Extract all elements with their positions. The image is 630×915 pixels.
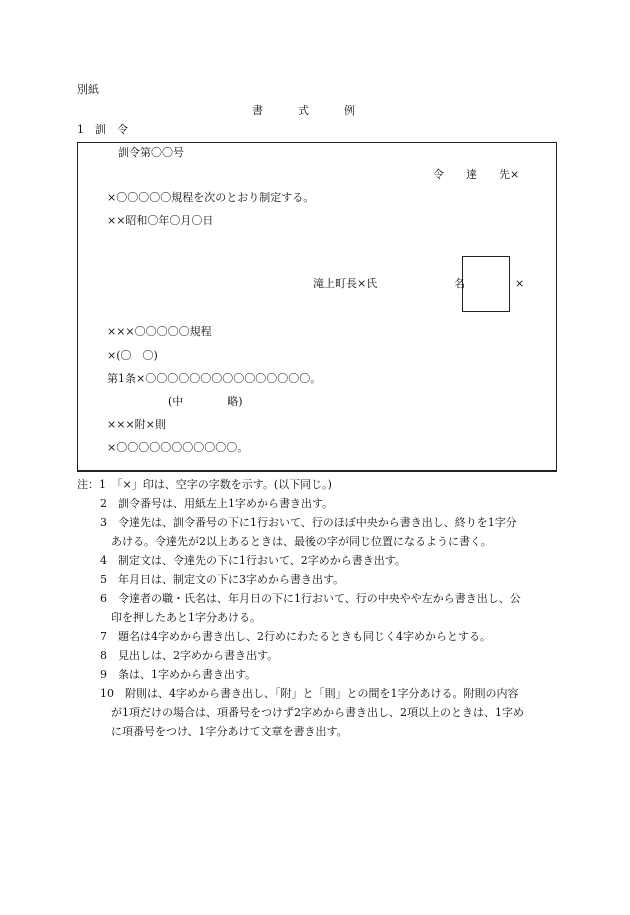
seal-space-mark: ×: [515, 277, 525, 290]
note-line: 7 題名は4字めから書き出し、2行めにわたるときも同じく4字めからとする。: [100, 630, 491, 643]
note-line: 注：1 「×」印は、空字の字数を示す。(以下同じ。): [77, 478, 332, 491]
article-heading: ×(〇 〇): [107, 349, 158, 362]
seal-box: [462, 256, 510, 312]
note-line: 2 訓令番号は、用紙左上1字めから書き出す。: [100, 497, 334, 510]
note-line: 3 令達先は、訓令番号の下に1行おいて、行のほぼ中央から書き出し、終りを1字分: [100, 516, 517, 529]
omitted-mark: (中 略): [168, 395, 243, 408]
note-line: 印を押したあと1字分あける。: [111, 611, 261, 624]
signer-name: 滝上町長×氏: [313, 277, 378, 290]
addressee: 令 達 先×: [433, 168, 520, 181]
box-bottom-rule: [77, 470, 557, 472]
note-line: 5 年月日は、制定文の下に3字めから書き出す。: [100, 573, 345, 586]
rule-title: ×××〇〇〇〇〇規程: [107, 325, 212, 338]
note-line: 8 見出しは、2字めから書き出す。: [100, 649, 279, 662]
attachment-label: 別紙: [77, 83, 99, 96]
note-line: あける。令達先が2以上あるときは、最後の字が同じ位置になるように書く。: [111, 535, 492, 548]
enactment-text: ×〇〇〇〇〇規程を次のとおり制定する。: [107, 191, 315, 204]
supplementary-heading: ×××附×則: [107, 418, 166, 431]
note-line: 10 附則は、4字めから書き出し、「附」と「則」との間を1字分あける。附則の内容: [100, 687, 519, 700]
note-line: 4 制定文は、令達先の下に1行おいて、2字めから書き出す。: [100, 554, 406, 567]
note-line: 6 令達者の職・氏名は、年月日の下に1行おいて、行の中央やや左から書き出し、公: [100, 592, 521, 605]
seal-name-char: 名: [454, 277, 465, 290]
page-title: 書 式 例: [252, 104, 356, 117]
note-line: に項番号をつけ、1字分あけて文章を書き出す。: [111, 725, 348, 738]
section-heading: 1 訓 令: [77, 123, 128, 136]
order-number: 訓令第〇〇号: [118, 146, 184, 159]
note-line: が1項だけの場合は、項番号をつけず2字めから書き出し、2項以上のときは、1字め: [111, 706, 524, 719]
supplementary-text: ×〇〇〇〇〇〇〇〇〇〇〇。: [107, 441, 249, 454]
note-line: 9 条は、1字めから書き出す。: [100, 668, 257, 681]
issue-date: ××昭和〇年〇月〇日: [107, 214, 214, 227]
article-1: 第1条×〇〇〇〇〇〇〇〇〇〇〇〇〇〇〇。: [107, 372, 322, 385]
